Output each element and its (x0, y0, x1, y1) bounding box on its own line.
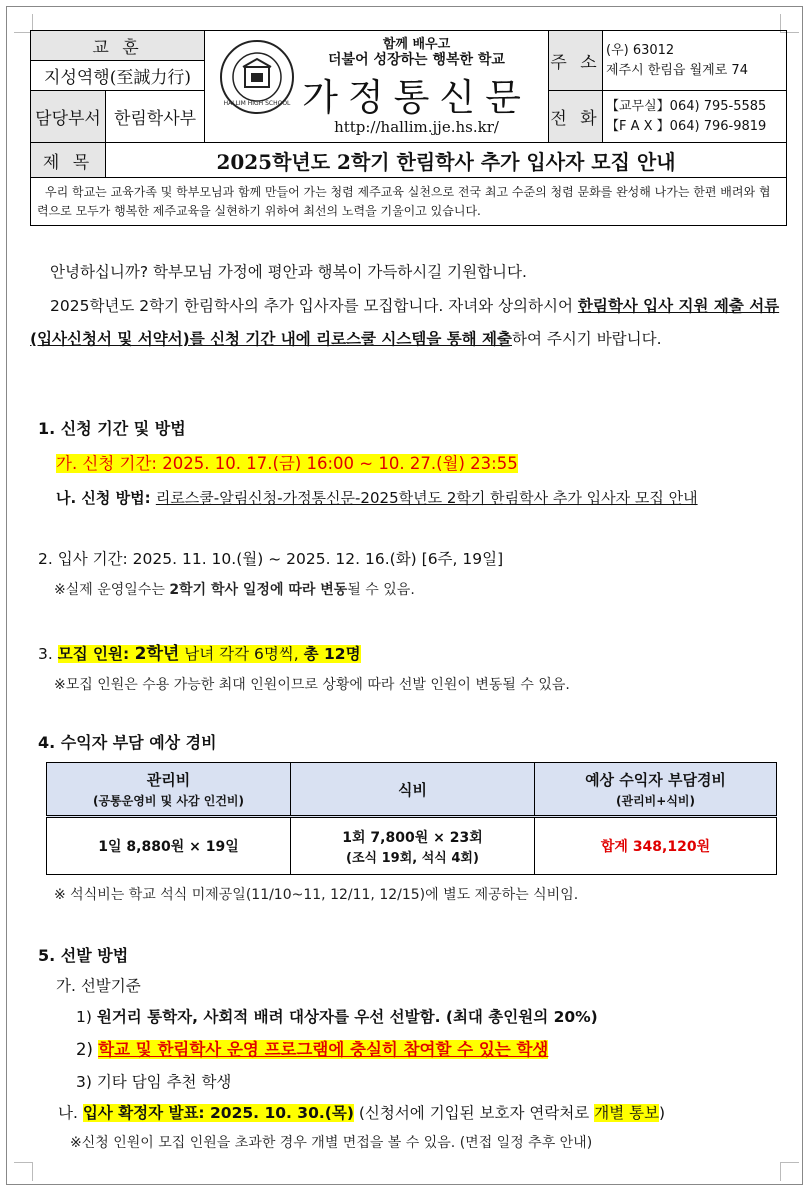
criteria-item-3: 3) 기타 담임 추천 학생 (76, 1073, 232, 1091)
intro-underlined: 한림학사 입사 지원 제출 서류(입사신청서 및 서약서)를 신청 기간 내에 리로스쿨 시스템을 통해 제출 (30, 297, 780, 348)
motto-label: 교 훈 (31, 31, 205, 61)
school-motto: 지성역행(至誠力行) (31, 61, 205, 91)
corner-mark (14, 1162, 33, 1181)
criteria-text: 학교 및 한림학사 운영 프로그램에 충실히 참여할 수 있는 학생 (98, 1040, 549, 1059)
announcement-end: ) (659, 1104, 666, 1122)
note-text: ※실제 운영일수는 (54, 582, 170, 598)
phone-line-2: 【F A X 】064) 796-9819 (606, 118, 767, 134)
newsletter-title: 가정통신문 (302, 76, 531, 119)
cost-head-sub: (관리비+식비) (616, 794, 695, 808)
slogan-line-1: 함께 배우고 (382, 37, 451, 52)
section-4-note: ※ 석식비는 학교 석식 미제공일(11/10~11, 12/11, 12/15)에 별도 제공하는 식비임. (54, 887, 579, 903)
subject-label: 제 목 (31, 143, 106, 178)
cost-head-meal (291, 763, 535, 817)
criteria-num: 1) (76, 1008, 97, 1026)
criteria-text: 원거리 통학자, 사회적 배려 대상자를 우선 선발함. (최대 총인원의 20%) (96, 1008, 598, 1026)
phone-value (603, 91, 787, 143)
cost-head-sub: (공통운영비 및 사감 인건비) (92, 794, 244, 808)
cost-head-management (47, 763, 291, 817)
school-url[interactable]: http://hallim.jje.hs.kr/ (334, 118, 499, 136)
greeting: 안녕하십니까? 학부모님 가정에 평안과 행복이 가득하시길 기원합니다. (50, 263, 527, 281)
dept-value: 한림학사부 (106, 91, 205, 143)
section-1-period (56, 450, 518, 474)
section-1-method (56, 487, 698, 508)
corner-mark (780, 1162, 799, 1181)
announcement-notice: 개별 통보 (594, 1104, 660, 1122)
criteria-label: 가. 선발기준 (56, 977, 141, 995)
announcement-detail: (신청서에 기입된 보호자 연락처로 (353, 1104, 595, 1122)
section-5-title: 5. 선발 방법 (38, 946, 129, 965)
section-1-title: 1. 신청 기간 및 방법 (38, 419, 186, 438)
address-line-1: (우) 63012 (606, 42, 675, 58)
criteria-item-2 (76, 1036, 548, 1060)
cost-head-total (535, 763, 777, 817)
criteria-item-1 (76, 1005, 598, 1027)
section-3-number: 3. (38, 645, 58, 663)
intro-text-end: 하여 주시기 바랍니다. (511, 330, 662, 348)
cost-head-text: 식비 (398, 780, 427, 799)
recruit-total: 총 12명 (303, 645, 361, 663)
recruit-label: 모집 인원: (57, 645, 135, 663)
address-line-2: 제주시 한림읍 월계로 74 (606, 62, 748, 78)
phone-line-1: 【교무실】064) 795-5585 (606, 98, 767, 114)
intro-paragraph (30, 290, 786, 356)
section-3-title (38, 639, 361, 664)
section-4-title: 4. 수익자 부담 예상 경비 (38, 733, 217, 752)
dept-label: 담당부서 (31, 91, 106, 143)
cost-management-value: 1일 8,880원 × 19일 (47, 817, 291, 875)
recruit-detail: 남녀 각각 6명씩, (179, 645, 304, 663)
method-label: 나. 신청 방법: (56, 489, 156, 507)
announcement-date: 입사 확정자 발표: 2025. 10. 30.(목) (82, 1104, 354, 1122)
newsletter-header (30, 30, 787, 226)
meal-value-line-1: 1회 7,800원 × 23회 (342, 829, 483, 846)
slogan-line-2: 더불어 성장하는 행복한 학교 (328, 52, 505, 68)
announcement-line (58, 1101, 665, 1123)
cost-total-value: 합계 348,120원 (535, 817, 777, 875)
cost-head-text: 관리비 (146, 771, 191, 789)
section-2-note (54, 579, 415, 599)
cost-meal-value (291, 817, 535, 875)
section-3-note: ※모집 인원은 수용 가능한 최대 인원이므로 상황에 따라 선발 인원이 변동될 수 있음. (54, 677, 570, 693)
integrity-intro: 우리 학교는 교육가족 및 학부모님과 함께 만들어 가는 청렴 제주교육 실천으로 전국 최고 수준의 청렴 문화를 완성해 나가는 한편 배려와 협력으로 모두가 행복한 제주교육을 실현하기 위하여 최선의 노력을 기울이고 있습니다. (31, 178, 787, 226)
newsletter-title-block (205, 31, 549, 143)
note-text-end: 될 수 있음. (347, 582, 415, 598)
address-value (603, 31, 787, 91)
note-bold: 2학기 학사 일정에 따라 변동 (169, 582, 348, 598)
criteria-num: 2) (76, 1040, 99, 1059)
intro-text: 2025학년도 2학기 한림학사의 추가 입사자를 모집합니다. 자녀와 상의하시어 (50, 297, 578, 315)
announcement-num: 나. (58, 1104, 83, 1122)
phone-label: 전 화 (549, 91, 603, 143)
svg-text:HALLIM HIGH SCHOOL: HALLIM HIGH SCHOOL (223, 100, 291, 107)
meal-value-line-2: (조식 19회, 석식 4회) (346, 850, 479, 866)
cost-head-text: 예상 수익자 부담경비 (585, 771, 726, 789)
section-2-title: 2. 입사 기간: 2025. 11. 10.(월) ~ 2025. 12. 16.(화) [6주, 19일] (38, 550, 504, 568)
method-value: 리로스쿨-알림신청-가정통신문-2025학년도 2학기 한림학사 추가 입사자 모집 안내 (155, 489, 698, 507)
address-label: 주 소 (549, 31, 603, 91)
subject-title: 2025학년도 2학기 한림학사 추가 입사자 모집 안내 (106, 143, 787, 178)
application-period: 가. 신청 기간: 2025. 10. 17.(금) 16:00 ~ 10. 27.(월) 23:55 (56, 454, 518, 473)
recruit-grade: 2학년 (134, 644, 180, 664)
section-5-note: ※신청 인원이 모집 인원을 초과한 경우 개별 면접을 볼 수 있음. (면접 일정 추후 안내) (70, 1135, 593, 1151)
cost-table (46, 762, 777, 875)
